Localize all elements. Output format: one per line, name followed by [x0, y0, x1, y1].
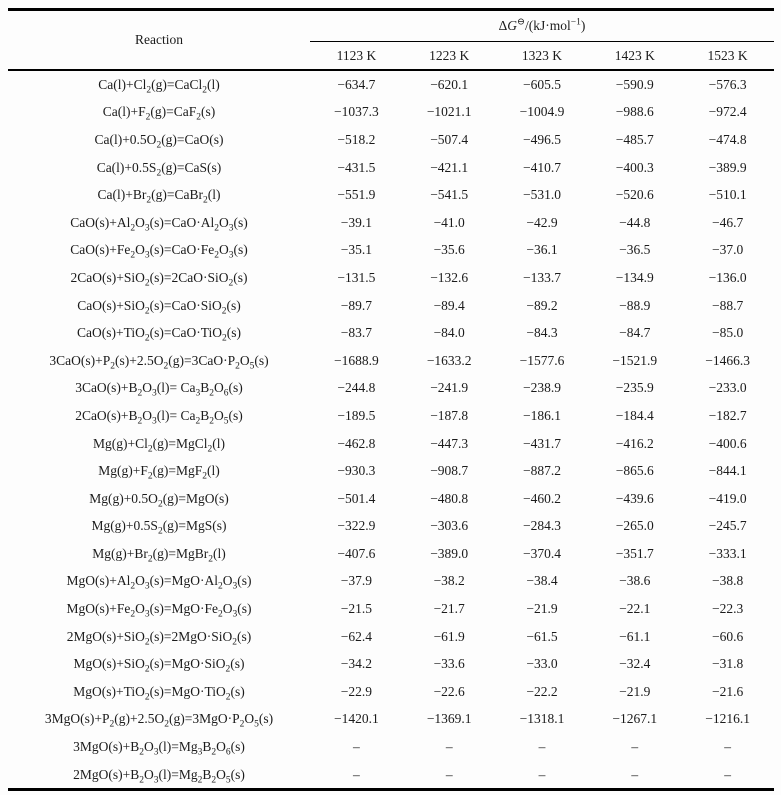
- delta-g-value-cell: −21.9: [526, 601, 558, 617]
- delta-g-value-cell: −44.8: [619, 214, 651, 230]
- delta-g-value-cell: −265.0: [615, 518, 654, 534]
- reaction-cell: CaO(s)+TiO$_2$(s)=CaO·TiO$_2$(s): [76, 325, 241, 344]
- delta-g-value-cell: −908.7: [430, 463, 469, 479]
- delta-g-value-cell: −34.2: [340, 656, 373, 672]
- reaction-cell: CaO(s)+SiO$_2$(s)=CaO·SiO$_2$(s): [77, 297, 241, 317]
- table-row: [8, 457, 774, 485]
- delta-g-value-cell: −133.7: [522, 269, 561, 285]
- delta-g-value-cell: −235.9: [615, 380, 654, 396]
- delta-g-value-cell: −400.6: [708, 435, 747, 451]
- delta-g-value-cell: −1369.1: [426, 711, 472, 727]
- delta-g-value-cell: −1577.6: [519, 352, 565, 368]
- temperature-column-header: 1423 K: [588, 42, 681, 71]
- table-row: [8, 761, 774, 790]
- delta-g-value-cell: −887.2: [522, 463, 561, 479]
- delta-g-value-cell: −496.5: [522, 131, 561, 147]
- delta-g-value-cell: −930.3: [337, 463, 376, 479]
- delta-g-value-cell: −460.2: [522, 490, 561, 506]
- delta-g-value-cell: −419.0: [708, 490, 747, 506]
- delta-g-value-cell: −576.3: [708, 76, 747, 92]
- reaction-cell: $Ca(l)+Br_2(g)=CaBr_2(l)$: [97, 187, 221, 206]
- delta-g-value-cell: −184.4: [615, 407, 654, 423]
- delta-g-value-cell: −88.7: [711, 297, 744, 313]
- delta-g-value-cell: −37.9: [340, 573, 373, 589]
- delta-g-value-cell: −22.9: [340, 683, 373, 699]
- delta-g-value-cell: −485.7: [615, 131, 654, 147]
- table-body: [8, 70, 774, 790]
- delta-g-value-cell: −284.3: [522, 518, 561, 534]
- delta-g-value-cell: −303.6: [430, 518, 469, 534]
- delta-g-value-cell: −474.8: [708, 131, 747, 147]
- delta-g-value-cell: −42.9: [526, 214, 558, 230]
- reaction-cell: $3MgO(s)+B_2O_3(l)=Mg_3B_2O_6(s)$: [73, 739, 245, 758]
- delta-g-value-cell: –: [353, 739, 360, 755]
- delta-g-value-cell: −416.2: [615, 435, 654, 451]
- delta-g-value-cell: −244.8: [337, 380, 376, 396]
- delta-g-value-cell: −33.6: [433, 656, 465, 672]
- reaction-cell: MgO(s)+SiO$_2$(s)=MgO·SiO$_2$(s): [73, 656, 245, 675]
- reaction-cell: $MgO(s)+Fe_2O_3(s)=MgO\cdot Fe_2O_3(s)$: [66, 601, 252, 620]
- delta-g-value-cell: −844.1: [708, 463, 747, 479]
- delta-g-value-cell: −36.5: [619, 242, 651, 258]
- delta-g-value-cell: −501.4: [337, 490, 376, 506]
- temperature-column-header: 1223 K: [403, 42, 496, 71]
- reaction-cell: $Ca(l)+F_2(g)=CaF_2(s)$: [102, 104, 216, 124]
- delta-g-value-cell: −1688.9: [334, 352, 379, 368]
- table-row: [8, 347, 774, 375]
- table-row: [8, 402, 774, 430]
- delta-g-value-cell: −31.8: [711, 656, 744, 672]
- temperature-column-header: 1523 K: [681, 42, 774, 71]
- delta-g-value-cell: −33.0: [526, 656, 558, 672]
- delta-g-value-cell: −1037.3: [334, 104, 379, 120]
- delta-g-value-cell: −35.6: [433, 242, 465, 258]
- delta-g-value-cell: −1420.1: [334, 711, 379, 727]
- delta-g-value-cell: –: [538, 739, 546, 755]
- delta-g-value-cell: −447.3: [430, 435, 469, 451]
- delta-g-value-cell: −38.4: [526, 573, 558, 589]
- reaction-cell: $Mg(g)+0.5O_2(g)=MgO(s)$: [89, 490, 229, 510]
- delta-g-value-cell: −400.3: [615, 159, 654, 175]
- table-row: [8, 319, 774, 347]
- table-row: [8, 650, 774, 678]
- delta-g-value-cell: −480.8: [430, 490, 469, 506]
- delta-g-value-cell: −83.7: [340, 325, 373, 341]
- delta-g-value-cell: –: [724, 739, 731, 755]
- reaction-cell: $CaO(s)+Fe_2O_3(s)=CaO\cdot Fe_2O_3(s)$: [70, 242, 248, 262]
- delta-g-value-cell: −233.0: [708, 380, 747, 396]
- table-row: [8, 678, 774, 706]
- temperature-column-header: 1123 K: [310, 42, 403, 71]
- delta-g-value-cell: −410.7: [522, 159, 561, 175]
- table-header: [8, 10, 774, 71]
- delta-g-value-cell: −136.0: [708, 269, 747, 285]
- reaction-cell: $Ca(l)+0.5S_2(g)=CaS(s)$: [96, 159, 222, 179]
- delta-g-value-cell: −61.9: [433, 628, 465, 644]
- delta-g-value-cell: –: [631, 766, 639, 782]
- header-row-spanner: [8, 10, 774, 42]
- delta-g-value-cell: −541.5: [430, 187, 469, 203]
- delta-g-value-cell: −620.1: [430, 76, 469, 92]
- delta-g-value-cell: −39.1: [340, 214, 373, 230]
- delta-g-value-cell: −238.9: [522, 380, 561, 396]
- delta-g-value-cell: −22.3: [711, 601, 744, 617]
- delta-g-value-cell: −389.9: [708, 159, 747, 175]
- delta-g-value-cell: −531.0: [522, 187, 561, 203]
- gibbs-free-energy-table: [8, 8, 774, 791]
- delta-g-value-cell: −41.0: [433, 214, 465, 230]
- reaction-cell: $3CaO(s)+B_2O_3(l)= Ca_3B_2O_6(s)$: [75, 380, 243, 400]
- delta-g-value-cell: −186.1: [522, 407, 561, 423]
- delta-g-value-cell: −1466.3: [705, 352, 750, 368]
- delta-g-value-cell: −507.4: [430, 131, 469, 147]
- reaction-cell: $Ca(l)+0.5O_2(g)=CaO(s)$: [94, 131, 224, 151]
- temperature-column-header: 1323 K: [496, 42, 589, 71]
- delta-g-value-cell: −241.9: [430, 380, 469, 396]
- table-row: [8, 706, 774, 734]
- reaction-column-header: Reaction: [8, 10, 310, 71]
- table-row: [8, 623, 774, 651]
- table-row: [8, 595, 774, 623]
- delta-g-value-cell: −1521.9: [612, 352, 658, 368]
- delta-g-value-cell: –: [724, 766, 731, 782]
- reaction-cell: $Ca(l)+Cl_2(g)=CaCl_2(l)$: [98, 76, 220, 96]
- delta-g-value-cell: −634.7: [337, 76, 376, 92]
- delta-g-value-cell: −84.3: [526, 325, 558, 341]
- table-row: [8, 99, 774, 127]
- delta-g-value-cell: −89.2: [526, 297, 558, 313]
- delta-g-value-cell: −518.2: [337, 131, 376, 147]
- delta-g-value-cell: −85.0: [711, 325, 744, 341]
- delta-g-value-cell: −333.1: [708, 545, 747, 561]
- delta-g-value-cell: −134.9: [615, 269, 654, 285]
- delta-g-value-cell: −182.7: [708, 407, 747, 423]
- delta-g-value-cell: −88.9: [619, 297, 651, 313]
- delta-g-value-cell: −351.7: [615, 545, 654, 561]
- reaction-cell: $MgO(s)+Al_2O_3(s)=MgO\cdot Al_2O_3(s)$: [66, 573, 252, 593]
- delta-g-value-cell: −38.8: [711, 573, 744, 589]
- delta-g-value-cell: −431.5: [337, 159, 376, 175]
- delta-g-value-cell: –: [538, 766, 546, 782]
- delta-g-value-cell: −865.6: [615, 463, 654, 479]
- delta-g-value-cell: −322.9: [337, 518, 376, 534]
- table-row: [8, 209, 774, 237]
- delta-g-value-cell: −988.6: [615, 104, 654, 120]
- delta-g-value-cell: −389.0: [430, 545, 469, 561]
- delta-g-value-cell: −407.6: [337, 545, 376, 561]
- reaction-cell: $Mg(g)+F_2(g)=MgF_2(l)$: [98, 463, 220, 482]
- delta-g-value-cell: −84.0: [433, 325, 465, 341]
- delta-g-value-cell: –: [445, 766, 453, 782]
- delta-g-value-cell: −21.9: [619, 683, 651, 699]
- delta-g-value-cell: −32.4: [619, 656, 651, 672]
- delta-g-value-cell: −421.1: [430, 159, 469, 175]
- table-row: [8, 181, 774, 209]
- table-row: [8, 430, 774, 458]
- delta-g-value-cell: −462.8: [337, 435, 376, 451]
- table-row: [8, 540, 774, 568]
- delta-g-value-cell: −520.6: [615, 187, 654, 203]
- delta-g-value-cell: −551.9: [337, 187, 376, 203]
- table-row: [8, 513, 774, 541]
- delta-g-value-cell: −22.6: [433, 683, 465, 699]
- delta-g-value-cell: −21.6: [711, 683, 744, 699]
- reaction-cell: 2CaO(s)+SiO$_2$(s)=2CaO·SiO$_2$(s): [70, 269, 248, 289]
- delta-g-value-cell: −245.7: [708, 518, 747, 534]
- delta-g-value-cell: −61.1: [619, 628, 651, 644]
- reaction-cell: MgO(s)+TiO$_2$(s)=MgO·TiO$_2$(s): [73, 683, 245, 703]
- delta-g-value-cell: −38.2: [433, 573, 465, 589]
- table-row: [8, 264, 774, 292]
- table-row: [8, 154, 774, 182]
- delta-g-value-cell: −22.2: [526, 683, 558, 699]
- delta-g-value-cell: −1004.9: [519, 104, 565, 120]
- delta-g-value-cell: −1267.1: [612, 711, 658, 727]
- table-row: [8, 733, 774, 761]
- delta-g-value-cell: −431.7: [522, 435, 561, 451]
- delta-g-value-cell: –: [353, 766, 360, 782]
- delta-g-value-cell: −35.1: [340, 242, 373, 258]
- delta-g-value-cell: −1216.1: [705, 711, 750, 727]
- delta-g-value-cell: −187.8: [430, 407, 469, 423]
- delta-g-value-cell: −605.5: [522, 76, 561, 92]
- table-row: [8, 485, 774, 513]
- delta-g-value-cell: −1633.2: [426, 352, 472, 368]
- reaction-cell: $Mg(g)+Cl_2(g)=MgCl_2(l)$: [93, 435, 225, 455]
- delta-g-value-cell: −510.1: [708, 187, 747, 203]
- delta-g-value-cell: −439.6: [615, 490, 654, 506]
- delta-g-value-cell: −37.0: [711, 242, 744, 258]
- delta-g-value-cell: −60.6: [711, 628, 744, 644]
- table-row: [8, 126, 774, 154]
- delta-g-value-cell: –: [445, 739, 453, 755]
- table-row: [8, 375, 774, 403]
- reaction-cell: $2CaO(s)+B_2O_3(l)= Ca_2B_2O_5(s)$: [75, 407, 243, 427]
- delta-g-value-cell: −46.7: [711, 214, 744, 230]
- delta-g-value-cell: –: [631, 739, 639, 755]
- delta-g-value-cell: −21.5: [340, 601, 373, 617]
- delta-g-value-cell: −89.7: [340, 297, 373, 313]
- delta-g-value-cell: −62.4: [340, 628, 373, 644]
- delta-g-value-cell: −189.5: [337, 407, 376, 423]
- delta-g-value-cell: −21.7: [433, 601, 465, 617]
- delta-g-value-cell: −972.4: [708, 104, 747, 120]
- table-row: [8, 568, 774, 596]
- reaction-cell: 2MgO(s)+SiO$_2$(s)=2MgO·SiO$_2$(s): [66, 628, 252, 648]
- reaction-cell: $Mg(g)+0.5S_2(g)=MgS(s)$: [91, 518, 227, 537]
- delta-g-value-cell: −38.6: [619, 573, 651, 589]
- delta-g-value-cell: −132.6: [430, 269, 469, 285]
- delta-g-value-cell: −590.9: [615, 76, 654, 92]
- reaction-cell: $2MgO(s)+B_2O_3(l)=Mg_2B_2O_5(s)$: [73, 766, 245, 786]
- reaction-cell: $Mg(g)+Br_2(g)=MgBr_2(l)$: [92, 545, 226, 565]
- delta-g-value-cell: −1021.1: [426, 104, 472, 120]
- table-row: [8, 237, 774, 265]
- delta-g-value-cell: −61.5: [526, 628, 558, 644]
- delta-g-unit-header: ΔG⊖/(kJ·mol$^{-1}$): [310, 10, 774, 42]
- reaction-cell: $CaO(s)+Al_2O_3(s)=CaO\cdot Al_2O_3(s)$: [70, 214, 248, 234]
- delta-g-value-cell: −36.1: [526, 242, 558, 258]
- delta-g-value-cell: −22.1: [619, 601, 651, 617]
- table-row: [8, 70, 774, 99]
- table-row: [8, 292, 774, 320]
- delta-g-value-cell: −370.4: [522, 545, 561, 561]
- delta-g-value-cell: −89.4: [433, 297, 465, 313]
- delta-g-value-cell: −84.7: [619, 325, 651, 341]
- reaction-cell: $3MgO(s)+P_2(g)+2.5O_2(g)=3MgO\cdot P_2O_5(s)$: [44, 711, 274, 731]
- reaction-cell: $3CaO(s)+P_2(s)+2.5O_2(g)=3CaO\cdot P_2O_5(s)$: [49, 352, 269, 372]
- delta-g-value-cell: −131.5: [337, 269, 376, 285]
- delta-g-value-cell: −1318.1: [519, 711, 565, 727]
